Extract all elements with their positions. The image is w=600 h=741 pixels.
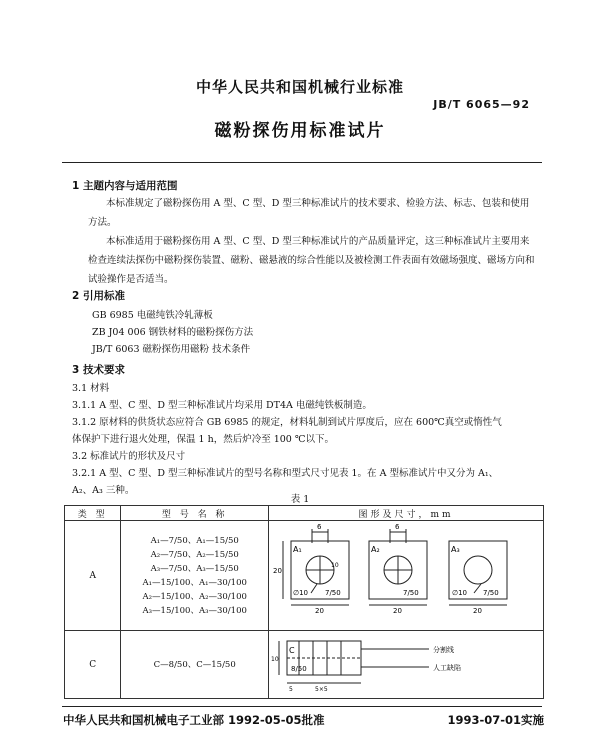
model-name: A₂—7/50、A₂—15/50	[150, 549, 239, 560]
label-split-line: 分割线	[433, 646, 454, 654]
reference-item: JB/T 6063 磁粉探伤用磁粉 技术条件	[92, 344, 251, 355]
type-cell: C	[65, 631, 121, 699]
figure-cell-a	[269, 521, 544, 631]
standard-number: JB/T 6065—92	[433, 98, 530, 111]
dim-20-a3: 20	[473, 607, 482, 615]
models-cell	[121, 521, 269, 631]
col-header-model: 型 号 名 称	[121, 506, 269, 521]
section-1-paragraph-1: 本标准规定了磁粉探伤用 A 型、C 型、D 型三种标准试片的技术要求、检验方法、标志、包装和使用方法。	[88, 198, 530, 228]
models-cell	[121, 631, 269, 699]
header-rule	[62, 162, 542, 163]
type-a-figures	[269, 521, 543, 627]
model-name: A₃—15/100、A₃—30/100	[142, 605, 247, 616]
model-name: A₁—15/100、A₁—30/100	[142, 577, 247, 588]
clause-3-1-2: 3.1.2 原材料的供货状态应符合 GB 6985 的规定，材料轧制到试片厚度后，应在 600℃真空或惰性气	[72, 417, 502, 428]
issuing-organization: 中华人民共和国机械行业标准	[195, 78, 404, 96]
dim-phi10-a1: ∅10	[293, 589, 309, 597]
footer-rule	[62, 706, 542, 707]
model-name: A₂—15/100、A₂—30/100	[142, 591, 247, 602]
implementation-date: 1993-07-01实施	[447, 713, 544, 727]
clause-3-2-1-cont: A₂、A₃ 三种。	[72, 485, 135, 496]
dim-6-a2: 6	[395, 523, 400, 531]
document-title: 磁粉探伤用标准试片	[214, 121, 386, 141]
dim-5-c: 5	[289, 686, 293, 693]
label-a1: A₁	[293, 545, 302, 554]
col-header-type: 类 型	[65, 506, 121, 521]
approval-line: 中华人民共和国机械电子工业部 1992-05-05批准	[63, 713, 325, 727]
clause-3-2-1: 3.2.1 A 型、C 型、D 型三种标准试片的型号名称和型式尺寸见表 1。在 A 型标准试片中又分为 A₁、	[72, 468, 499, 479]
type-c-figure	[269, 631, 543, 695]
dim-20-a1: 20	[315, 607, 324, 615]
ratio-a3: 7/50	[483, 589, 499, 597]
ratio-c: 8/50	[291, 665, 307, 673]
a3-circle-defect	[464, 556, 492, 584]
col-header-figure: 图形及尺寸，mm	[269, 506, 544, 521]
clause-3-1: 3.1 材料	[72, 383, 110, 394]
table-1	[64, 505, 544, 699]
clause-3-2: 3.2 标准试片的形状及尺寸	[72, 451, 186, 462]
dim-phi10-a3: ∅10	[452, 589, 468, 597]
dim-20-a2: 20	[393, 607, 402, 615]
ratio-a1: 7/50	[325, 589, 341, 597]
table-header-row	[65, 506, 544, 521]
dim-5x5-c: 5×5	[315, 686, 328, 693]
dim-10-c: 10	[271, 656, 279, 663]
section-3-heading: 3 技术要求	[72, 364, 125, 376]
label-a2: A₂	[371, 545, 380, 554]
section-1-heading: 1 主题内容与适用范围	[72, 180, 178, 192]
dim-10-a1: 10	[331, 562, 339, 569]
model-name: C—8/50、C—15/50	[153, 659, 236, 670]
dim-20-vertical: 20	[273, 567, 282, 575]
ratio-a2: 7/50	[403, 589, 419, 597]
clause-3-1-2-cont: 体保护下进行退火处理，保温 1 h，然后炉冷至 100 ℃以下。	[72, 434, 335, 445]
label-artificial-defect: 人工缺陷	[433, 664, 461, 672]
reference-item: GB 6985 电磁纯铁冷轧薄板	[92, 310, 213, 321]
table-row	[65, 521, 544, 631]
label-a3: A₃	[451, 545, 460, 554]
clause-3-1-1: 3.1.1 A 型、C 型、D 型三种标准试片均采用 DT4A 电磁纯铁板制造。	[72, 400, 372, 411]
figure-cell-c	[269, 631, 544, 699]
section-1-paragraph-2: 本标准适用于磁粉探伤用 A 型、C 型、D 型三种标准试片的产品质量评定，这三种标准试片主要用来检查连续法探伤中磁粉探伤装置、磁粉、磁悬液的综合性能以及被检测工件表面有效磁场强度、磁场方向和试验操作是否适当。	[88, 236, 535, 285]
reference-item: ZB J04 006 钢铁材料的磁粉探伤方法	[92, 327, 254, 338]
model-name: A₃—7/50、A₃—15/50	[150, 563, 239, 574]
table-caption: 表 1	[290, 494, 310, 505]
table-row	[65, 631, 544, 699]
label-c: C	[289, 646, 295, 655]
type-cell: A	[65, 521, 121, 631]
model-name: A₁—7/50、A₁—15/50	[150, 535, 239, 546]
section-2-heading: 2 引用标准	[72, 290, 125, 302]
dim-6-a1: 6	[317, 523, 322, 531]
